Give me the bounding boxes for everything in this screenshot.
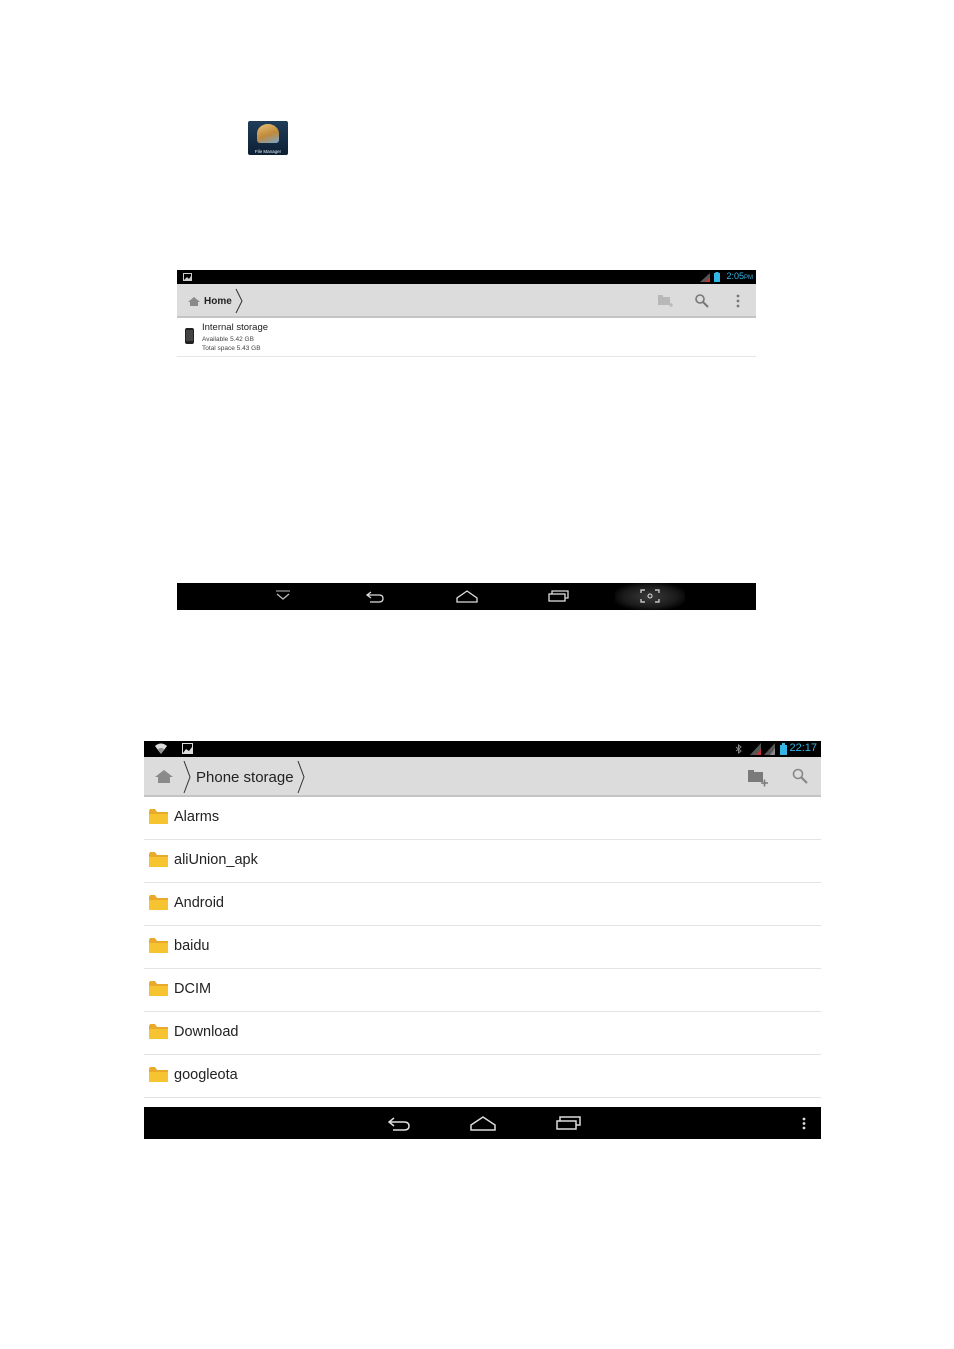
list-item[interactable] [144,840,821,883]
folder-icon [149,895,168,910]
home-icon [187,296,201,306]
file-manager-app-icon[interactable] [248,121,288,155]
app-icon-label: File Manager [254,149,282,154]
home-icon[interactable] [470,1115,496,1131]
breadcrumb-separator-icon [296,760,306,794]
breadcrumb-phone-storage[interactable]: Phone storage [196,769,294,786]
search-icon[interactable] [693,292,711,310]
action-bar [177,284,756,318]
list-item[interactable] [144,969,821,1012]
breadcrumb-separator-icon [235,288,243,314]
folder-icon [149,809,168,824]
storage-available: Available 5.42 GB [202,336,254,343]
folder-icon [149,852,168,867]
clock: 22:17 [789,742,817,754]
picture-icon [182,743,193,754]
recents-icon[interactable] [548,589,570,603]
status-bar [144,741,821,757]
folder-name: Alarms [174,809,220,825]
list-item[interactable] [144,883,821,926]
screenshot-icon[interactable] [640,589,660,603]
clock: 2:05PM [726,271,753,281]
hide-keyboard-icon[interactable] [274,589,292,603]
storage-title: Internal storage [202,322,269,333]
overflow-menu-icon[interactable] [800,1115,808,1131]
internal-storage-item[interactable] [177,319,756,357]
signal-icon [700,273,710,282]
battery-icon [780,743,787,755]
search-icon[interactable] [791,767,809,785]
navigation-bar [144,1107,821,1139]
back-icon[interactable] [387,1115,411,1131]
bluetooth-icon [735,744,742,754]
recents-icon[interactable] [556,1115,582,1131]
back-icon[interactable] [365,589,385,603]
breadcrumb-home[interactable] [187,293,232,309]
home-icon[interactable] [456,589,478,603]
folder-name: Download [174,1024,239,1040]
phone-storage-screen [144,741,821,1139]
list-item[interactable] [144,797,821,840]
breadcrumb-separator-icon [182,760,192,794]
folder-icon [149,1024,168,1039]
storage-total: Total space 5.43 GB [202,345,261,352]
breadcrumb-home-label: Home [204,295,232,307]
file-manager-icon [257,124,279,143]
action-bar [144,757,821,797]
navigation-bar [177,583,756,610]
overflow-menu-icon[interactable] [730,292,748,310]
status-bar [177,270,756,284]
folder-name: DCIM [174,981,212,997]
picture-icon [183,273,192,281]
folder-name: aliUnion_apk [174,852,258,868]
list-item[interactable] [144,1055,821,1098]
phone-icon [185,328,194,344]
folder-list [144,797,821,1098]
folder-icon [149,1067,168,1082]
signal-icon [750,743,776,755]
folder-name: Android [174,895,224,911]
folder-name: baidu [174,938,210,954]
folder-icon [149,938,168,953]
battery-icon [714,272,720,282]
list-item[interactable] [144,926,821,969]
home-screen [177,270,756,610]
list-item[interactable] [144,1012,821,1055]
new-folder-icon[interactable] [656,292,674,310]
folder-name: googleota [174,1067,238,1083]
new-folder-icon[interactable] [747,767,769,787]
folder-icon [149,981,168,996]
home-icon[interactable] [154,769,174,783]
wifi-icon [155,743,167,754]
